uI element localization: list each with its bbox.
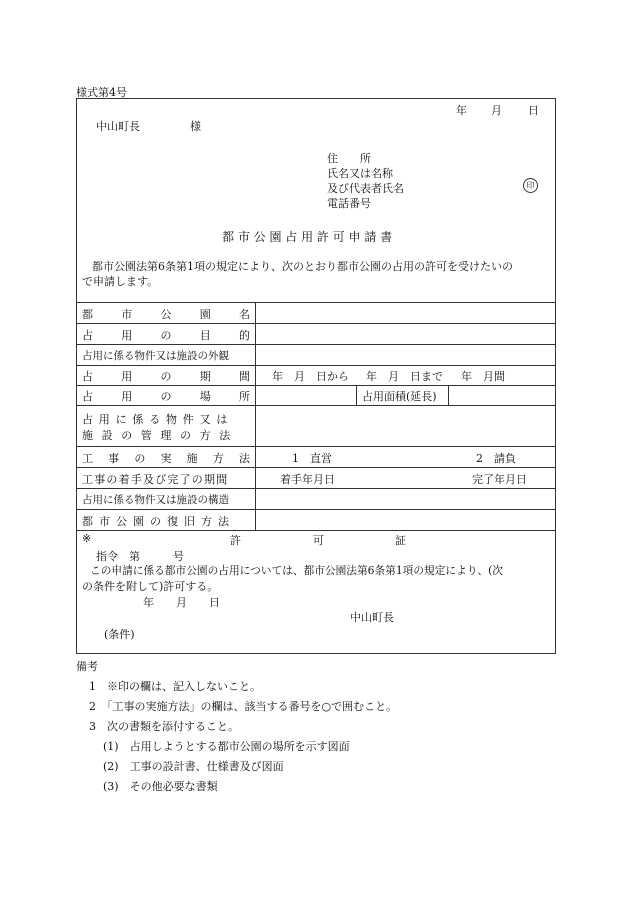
permit-header-1: 許 [230, 534, 241, 547]
permit-mark: ※ [82, 532, 92, 545]
row-method: 工 事 の 実 施 方 法 [82, 452, 250, 465]
period-to: 年 月 日まで [366, 370, 443, 383]
table-line [76, 488, 556, 489]
note-item-3: 3 次の書類を添付すること。 [89, 720, 239, 733]
permit-header-2: 可 [313, 534, 324, 547]
table-line [76, 365, 556, 366]
table-line [76, 323, 556, 324]
intro-line-1: 都市公園法第6条第1項の規定により、次のとおり都市公園の占用の許可を受けたいの [92, 260, 513, 273]
date-day: 日 [528, 104, 539, 117]
addressee-name: 中山町長 [96, 120, 140, 133]
table-line [76, 344, 556, 345]
row-park-name: 都 市 公 園 名 [82, 308, 250, 321]
permit-text-line-2: の条件を附して)許可する。 [82, 580, 219, 593]
row-schedule: 工事の着手及び完了の期間 [82, 473, 229, 486]
table-cell-divider [356, 385, 357, 405]
row-management-line-2: 施設の管理の方法 [82, 429, 239, 442]
row-location: 占 用 の 場 所 [82, 390, 250, 403]
method-direct: 1 直営 [292, 452, 332, 465]
row-period: 占 用 の 期 間 [82, 370, 250, 383]
table-line [76, 302, 556, 303]
row-structure: 占用に係る物件又は施設の構造 [82, 494, 229, 506]
method-contract: 2 請負 [476, 452, 516, 465]
row-restoration: 都市公園の復旧方法 [82, 515, 235, 528]
table-line [76, 530, 556, 531]
table-line [76, 509, 556, 510]
permit-directive: 指令 第 号 [96, 550, 184, 563]
seal-mark: 印 [523, 178, 538, 193]
row-purpose: 占 用 の 目 的 [82, 329, 250, 342]
table-line [76, 467, 556, 468]
table-cell-divider [448, 385, 449, 405]
note-subitem-1: (1) 占用しようとする都市公園の場所を示す図面 [103, 740, 350, 753]
date-year: 年 [456, 104, 467, 117]
row-appearance: 占用に係る物件又は施設の外観 [82, 350, 229, 362]
intro-line-2: で申請します。 [82, 275, 159, 288]
note-subitem-3: (3) その他必要な書類 [103, 780, 218, 793]
notes-title: 備考 [76, 660, 98, 673]
note-subitem-2: (2) 工事の設計書、仕様書及び図面 [103, 760, 284, 773]
permit-date: 年 月 日 [143, 596, 220, 609]
form-number: 様式第4号 [76, 86, 127, 99]
addressee-honorific: 様 [190, 120, 201, 133]
applicant-representative-label: 及び代表者氏名 [327, 182, 404, 195]
permit-conditions: (条件) [104, 628, 135, 641]
schedule-end: 完了年月日 [472, 473, 527, 486]
permit-issuer: 中山町長 [350, 611, 394, 624]
period-from: 年 月 日から [272, 370, 349, 383]
permit-header-3: 証 [395, 534, 406, 547]
permit-text-line-1: この申請に係る都市公園の占用については、都市公園法第6条第1項の規定により、(次 [90, 564, 503, 577]
table-line [76, 405, 556, 406]
date-month: 月 [491, 104, 502, 117]
applicant-phone-label: 電話番号 [327, 197, 371, 210]
note-item-2: 2 「工事の実施方法」の欄は、該当する番号を○で囲むこと。 [89, 700, 398, 713]
table-line [76, 446, 556, 447]
note-item-1: 1 ※印の欄は、記入しないこと。 [89, 680, 261, 693]
applicant-name-label: 氏名又は名称 [327, 167, 393, 180]
table-line [76, 385, 556, 386]
form-title: 都 市 公 園 占 用 許 可 申 請 書 [222, 230, 393, 244]
schedule-start: 着手年月日 [280, 473, 335, 486]
period-months: 年 月間 [461, 370, 505, 383]
area-label: 占用面積(延長) [362, 390, 437, 403]
table-column-divider [255, 302, 256, 530]
applicant-address-label: 住 所 [327, 152, 371, 165]
row-management-line-1: 占用に係る物件又は [82, 413, 234, 426]
